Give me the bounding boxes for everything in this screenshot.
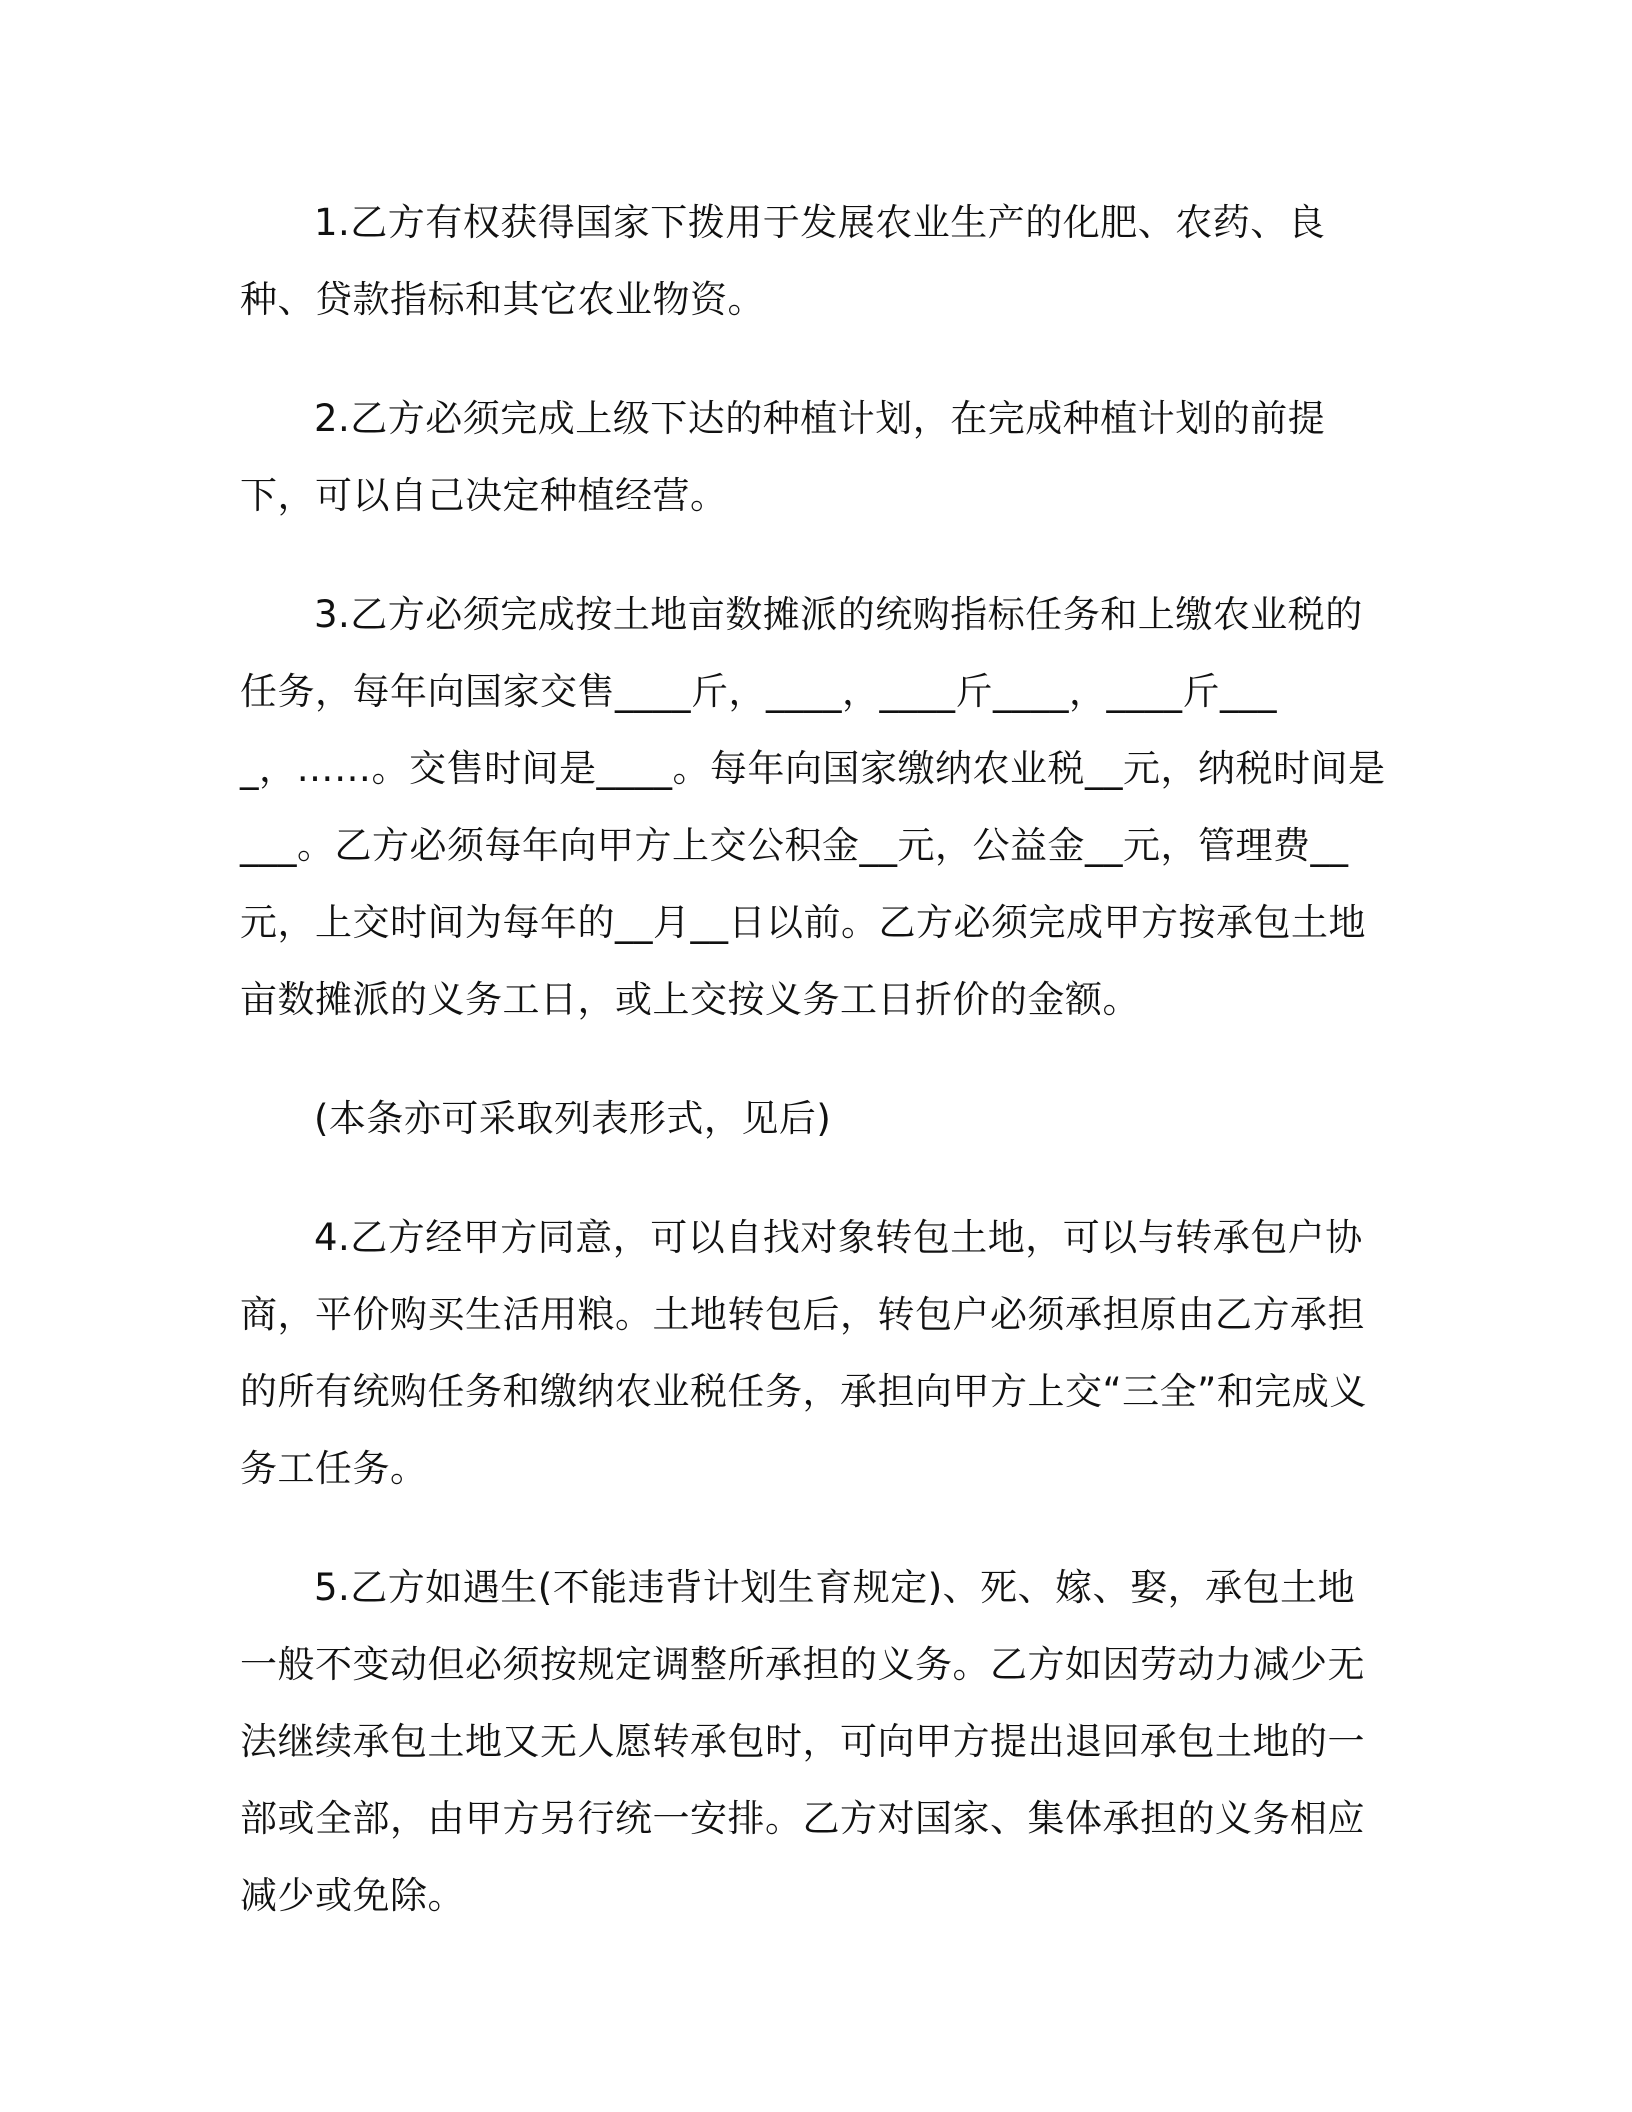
paragraph-clause-1: 1.乙方有权获得国家下拨用于发展农业生产的化肥、农药、良种、贷款指标和其它农业物资。: [240, 201, 1326, 321]
paragraph-clause-4: 4.乙方经甲方同意，可以自找对象转包土地，可以与转承包户协商，平价购买生活用粮。土地转包后，转包户必须承担原由乙方承担的所有统购任务和缴纳农业税任务，承担向甲方上交“三全”和完成义务工任务。: [240, 1216, 1367, 1490]
document-body: [240, 184, 1390, 1976]
paragraph-note: (本条亦可采取列表形式，见后): [314, 1097, 832, 1140]
paragraph-clause-3: 3.乙方必须完成按土地亩数摊派的统购指标任务和上缴农业税的任务，每年向国家交售____斤，____，____斤____，____斤____，……。交售时间是____。每年向国家缴纳农业税__元，纳税时间是___。乙方必须每年向甲方上交公积金__元，公益金__元，管理费__元，上交时间为每年的__月__日以前。乙方必须完成甲方按承包土地亩数摊派的义务工日，或上交按义务工日折价的金额。: [240, 593, 1386, 1021]
paragraph-clause-2: 2.乙方必须完成上级下达的种植计划，在完成种植计划的前提下，可以自己决定种植经营。: [240, 397, 1326, 517]
paragraph-clause-5: 5.乙方如遇生(不能违背计划生育规定)、死、嫁、娶，承包土地一般不变动但必须按规定调整所承担的义务。乙方如因劳动力减少无法继续承包土地又无人愿转承包时，可向甲方提出退回承包土地的一部或全部，由甲方另行统一安排。乙方对国家、集体承担的义务相应减少或免除。: [240, 1566, 1365, 1917]
